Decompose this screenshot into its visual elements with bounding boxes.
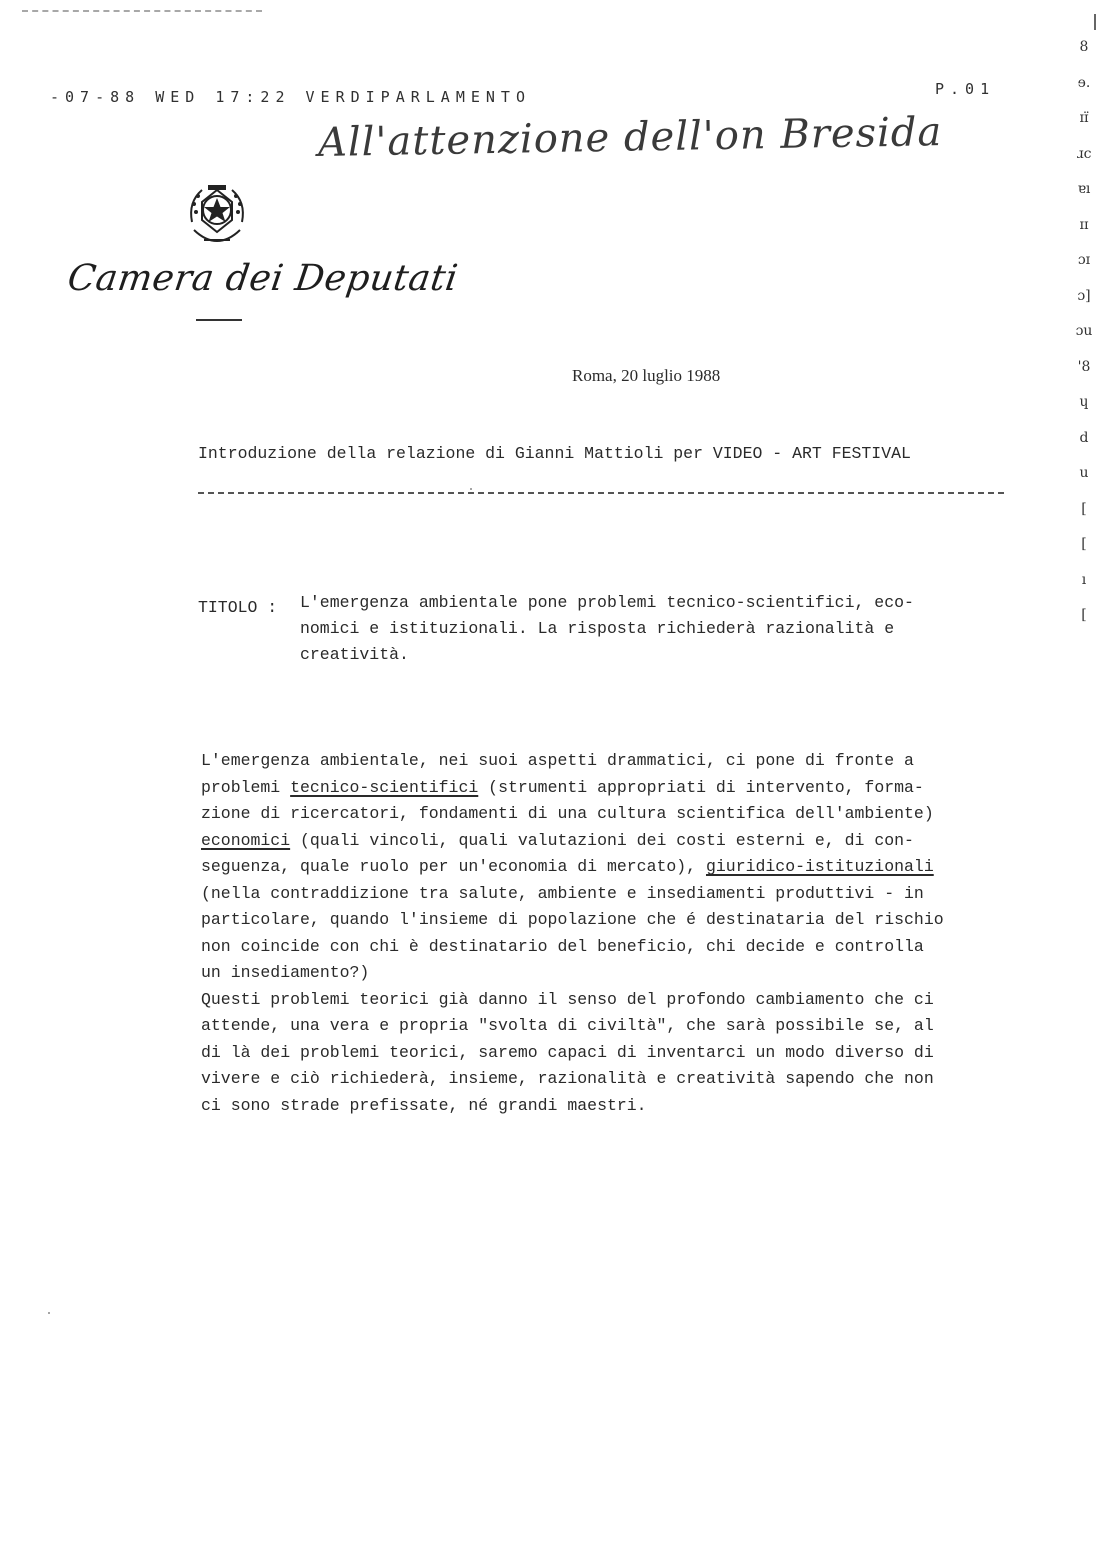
body-line: vivere e ciò richiederà, insieme, razionalità e creatività sapendo che non	[201, 1069, 934, 1088]
margin-fragment: [	[1081, 500, 1087, 517]
margin-fragment: '8	[1077, 358, 1091, 375]
introduction-heading: Introduzione della relazione di Gianni Mattioli per VIDEO - ART FESTIVAL	[198, 444, 911, 463]
body-line: zione di ricercatori, fondamenti di una cultura scientifica dell'ambiente)	[201, 804, 934, 823]
underlined-term: giuridico-istituzionali	[705, 857, 934, 876]
title-line: nomici e istituzionali. La risposta richiederà razionalità e	[300, 619, 895, 638]
margin-fragment: d	[1079, 429, 1089, 446]
body-line: (nella contraddizione tra salute, ambiente e insediamenti produttivi - in	[201, 883, 924, 903]
margin-fragment: [	[1081, 607, 1087, 623]
italian-republic-emblem-icon	[182, 182, 252, 254]
body-text-segment: problemi	[201, 777, 291, 797]
margin-fragment: ɔ]	[1077, 287, 1091, 304]
underlined-term: economici	[201, 830, 291, 850]
body-line	[201, 828, 1041, 855]
document-date: Roma, 20 luglio 1988	[572, 366, 721, 385]
margin-fragment: 8	[1079, 39, 1089, 55]
title-label: TITOLO :	[198, 598, 278, 617]
heading-underline	[198, 492, 1004, 494]
letterhead-rule	[196, 319, 242, 321]
margin-fragment: ɪɪ	[1079, 216, 1089, 233]
body-line: un insediamento?)	[201, 963, 370, 982]
organization-name: Camera dei Deputati	[65, 258, 461, 299]
margin-fragment: [	[1081, 536, 1087, 552]
body-text-segment: (quali vincoli, quali valutazioni dei costi esterni e, di con-	[290, 830, 914, 850]
body-text-segment: (strumenti appropriati di intervento, forma-	[478, 777, 924, 797]
margin-fragment: ɘ.	[1077, 74, 1091, 91]
body-line	[201, 775, 1041, 802]
body-line: attende, una vera e propria "svolta di civiltà", che sarà possibile se, al	[201, 1016, 934, 1035]
margin-fragment: ɹc	[1076, 145, 1092, 162]
title-line: creatività.	[300, 645, 409, 664]
edge-scan-artifact	[1094, 14, 1096, 30]
margin-fragment: ɔu	[1075, 323, 1093, 339]
title-line: L'emergenza ambientale pone problemi tecnico-scientifici, eco-	[300, 593, 914, 612]
body-text-segment: seguenza, quale ruolo per un'economia di mercato),	[201, 857, 706, 876]
body-line: Questi problemi teorici già danno il senso del profondo cambiamento che ci	[201, 989, 934, 1009]
body-line: particolare, quando l'insieme di popolazione che é destinataria del rischio	[201, 910, 944, 929]
fax-transmission-header: -07-88 WED 17:22 VERDIPARLAMENTO	[50, 88, 531, 106]
margin-fragment: u	[1079, 465, 1089, 481]
margin-text-fragments	[1068, 30, 1100, 634]
top-scan-artifact	[22, 10, 262, 12]
body-line: di là dei problemi teorici, saremo capaci di inventarci un modo diverso di	[201, 1042, 934, 1062]
body-line: ci sono strade prefissate, né grandi maestri.	[201, 1095, 647, 1115]
margin-fragment: ı	[1081, 571, 1087, 588]
scan-speck	[48, 1312, 50, 1314]
margin-fragment: ɥ	[1079, 394, 1089, 410]
underlined-term: tecnico-scientifici	[290, 777, 479, 797]
margin-fragment: ɪɪ̈	[1079, 110, 1089, 126]
body-line: non coincide con chi è destinatario del beneficio, chi decide e controlla	[201, 936, 924, 956]
title-text	[300, 590, 1000, 668]
body-paragraph	[201, 748, 1041, 1119]
fax-page-number: P.01	[935, 80, 996, 98]
margin-fragment: ɔɪ	[1077, 252, 1091, 268]
body-line	[201, 854, 1041, 881]
scan-speck	[470, 488, 472, 490]
handwritten-note: All'attenzione dell'on Bresida	[317, 109, 943, 166]
body-line: L'emergenza ambientale, nei suoi aspetti drammatici, ci pone di fronte a	[201, 751, 914, 770]
margin-fragment: ɐı	[1077, 181, 1091, 197]
